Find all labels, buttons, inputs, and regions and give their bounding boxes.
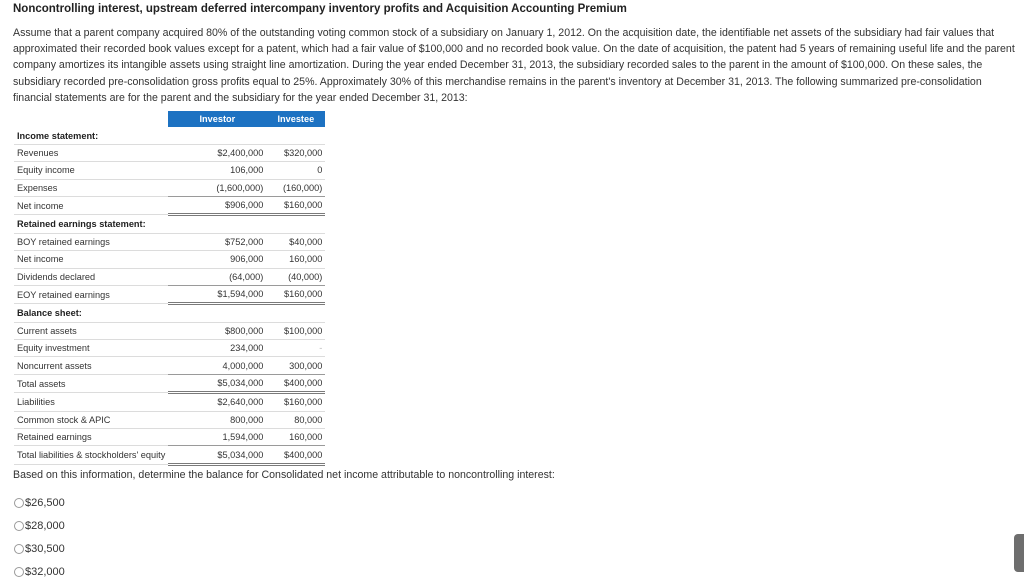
row-label: Common stock & APIC xyxy=(14,411,168,428)
row-label: Total assets xyxy=(14,374,168,392)
answer-option-label[interactable]: $28,000 xyxy=(25,519,65,532)
answer-options xyxy=(14,491,65,583)
investor-value: 1,594,000 xyxy=(168,429,266,446)
row-label: Current assets xyxy=(14,322,168,339)
investor-value: $906,000 xyxy=(168,196,266,214)
row-label: Noncurrent assets xyxy=(14,357,168,374)
row-label: BOY retained earnings xyxy=(14,233,168,250)
investee-value: - xyxy=(266,340,325,357)
investor-value: $1,594,000 xyxy=(168,285,266,303)
investor-value: (64,000) xyxy=(168,268,266,285)
radio-button[interactable] xyxy=(14,567,24,577)
investor-value: (1,600,000) xyxy=(168,179,266,196)
investor-value: $2,640,000 xyxy=(168,393,266,411)
investee-value: 0 xyxy=(266,162,325,179)
row-label: Revenues xyxy=(14,144,168,161)
investor-value: $5,034,000 xyxy=(168,374,266,392)
table-row xyxy=(14,393,325,411)
table-row xyxy=(14,446,325,464)
section-heading-row xyxy=(14,215,325,233)
investor-value: $5,034,000 xyxy=(168,446,266,464)
question-body: Assume that a parent company acquired 80% of the outstanding voting common stock of a subsidiary on January 1, 2012. On the acquisition date, the identifiable net assets of the subsidiary had fair values that approximated their recorded book values except for a patent, which had a fair value of $100,000 and no recorded book value. On the date of acquisition, the patent had 5 years of remaining useful life and the parent company amortizes its intangible assets using straight line amortization. During the year ended December 31, 2013, the subsidiary recorded sales to the parent in the amount of $100,000. On these sales, the subsidiary recorded pre-consolidation gross profits equal to 25%. Approximately 30% of this merchandise remains in the parent's inventory at December 31, 2013. The following summarized pre-consolidation financial statements are for the parent and the subsidiary for the year ended December 31, 2013: xyxy=(13,27,1015,104)
investee-value: 160,000 xyxy=(266,429,325,446)
investee-value: $400,000 xyxy=(266,446,325,464)
table-row xyxy=(14,179,325,196)
table-row xyxy=(14,196,325,214)
section-heading-balance-sheet: Balance sheet: xyxy=(14,304,168,322)
investee-value: 160,000 xyxy=(266,251,325,268)
question-prompt: Based on this information, determine the balance for Consolidated net income attributable to noncontrolling interest: xyxy=(13,469,555,481)
answer-option[interactable] xyxy=(14,537,65,560)
investor-value: $2,400,000 xyxy=(168,144,266,161)
radio-button[interactable] xyxy=(14,544,24,554)
radio-button[interactable] xyxy=(14,498,24,508)
table-row xyxy=(14,233,325,250)
table-row xyxy=(14,429,325,446)
investor-value: $752,000 xyxy=(168,233,266,250)
investee-value: (40,000) xyxy=(266,268,325,285)
table-row xyxy=(14,411,325,428)
investee-value: $160,000 xyxy=(266,196,325,214)
section-heading-retained-earnings: Retained earnings statement: xyxy=(14,215,168,233)
section-heading-row xyxy=(14,304,325,322)
row-label: Equity income xyxy=(14,162,168,179)
investee-value: (160,000) xyxy=(266,179,325,196)
table-row xyxy=(14,374,325,392)
investee-value: 300,000 xyxy=(266,357,325,374)
investee-value: $100,000 xyxy=(266,322,325,339)
section-heading-row xyxy=(14,127,325,144)
investee-value: $40,000 xyxy=(266,233,325,250)
investor-value: 906,000 xyxy=(168,251,266,268)
investor-value: 106,000 xyxy=(168,162,266,179)
question-title: Noncontrolling interest, upstream deferred intercompany inventory profits and Acquisition Accounting Premium xyxy=(13,3,627,15)
column-header-investor: Investor xyxy=(168,111,266,127)
table-row xyxy=(14,144,325,161)
radio-button[interactable] xyxy=(14,521,24,531)
row-label: EOY retained earnings xyxy=(14,285,168,303)
row-label: Net income xyxy=(14,251,168,268)
answer-option-label[interactable]: $32,000 xyxy=(25,565,65,578)
table-row xyxy=(14,285,325,303)
answer-option-label[interactable]: $26,500 xyxy=(25,496,65,509)
investor-value: 4,000,000 xyxy=(168,357,266,374)
table-row xyxy=(14,162,325,179)
table-row xyxy=(14,268,325,285)
investee-value: $400,000 xyxy=(266,374,325,392)
row-label: Equity investment xyxy=(14,340,168,357)
row-label: Retained earnings xyxy=(14,429,168,446)
section-heading-income-statement: Income statement: xyxy=(14,127,168,144)
table-row xyxy=(14,251,325,268)
investee-value: $160,000 xyxy=(266,393,325,411)
scrollbar-thumb[interactable] xyxy=(1014,534,1024,572)
investee-value: $160,000 xyxy=(266,285,325,303)
row-label: Total liabilities & stockholders' equity xyxy=(14,446,168,464)
row-label: Expenses xyxy=(14,179,168,196)
row-label: Net income xyxy=(14,196,168,214)
answer-option[interactable] xyxy=(14,514,65,537)
table-row xyxy=(14,340,325,357)
investor-value: 234,000 xyxy=(168,340,266,357)
investor-value: $800,000 xyxy=(168,322,266,339)
answer-option-label[interactable]: $30,500 xyxy=(25,542,65,555)
table-row xyxy=(14,357,325,374)
row-label: Dividends declared xyxy=(14,268,168,285)
financial-statements-table xyxy=(14,111,325,466)
investee-value: $320,000 xyxy=(266,144,325,161)
answer-option[interactable] xyxy=(14,491,65,514)
table-header-row xyxy=(14,111,325,127)
investor-value: 800,000 xyxy=(168,411,266,428)
column-header-investee: Investee xyxy=(266,111,325,127)
investee-value: 80,000 xyxy=(266,411,325,428)
row-label: Liabilities xyxy=(14,393,168,411)
table-row xyxy=(14,322,325,339)
answer-option[interactable] xyxy=(14,560,65,583)
